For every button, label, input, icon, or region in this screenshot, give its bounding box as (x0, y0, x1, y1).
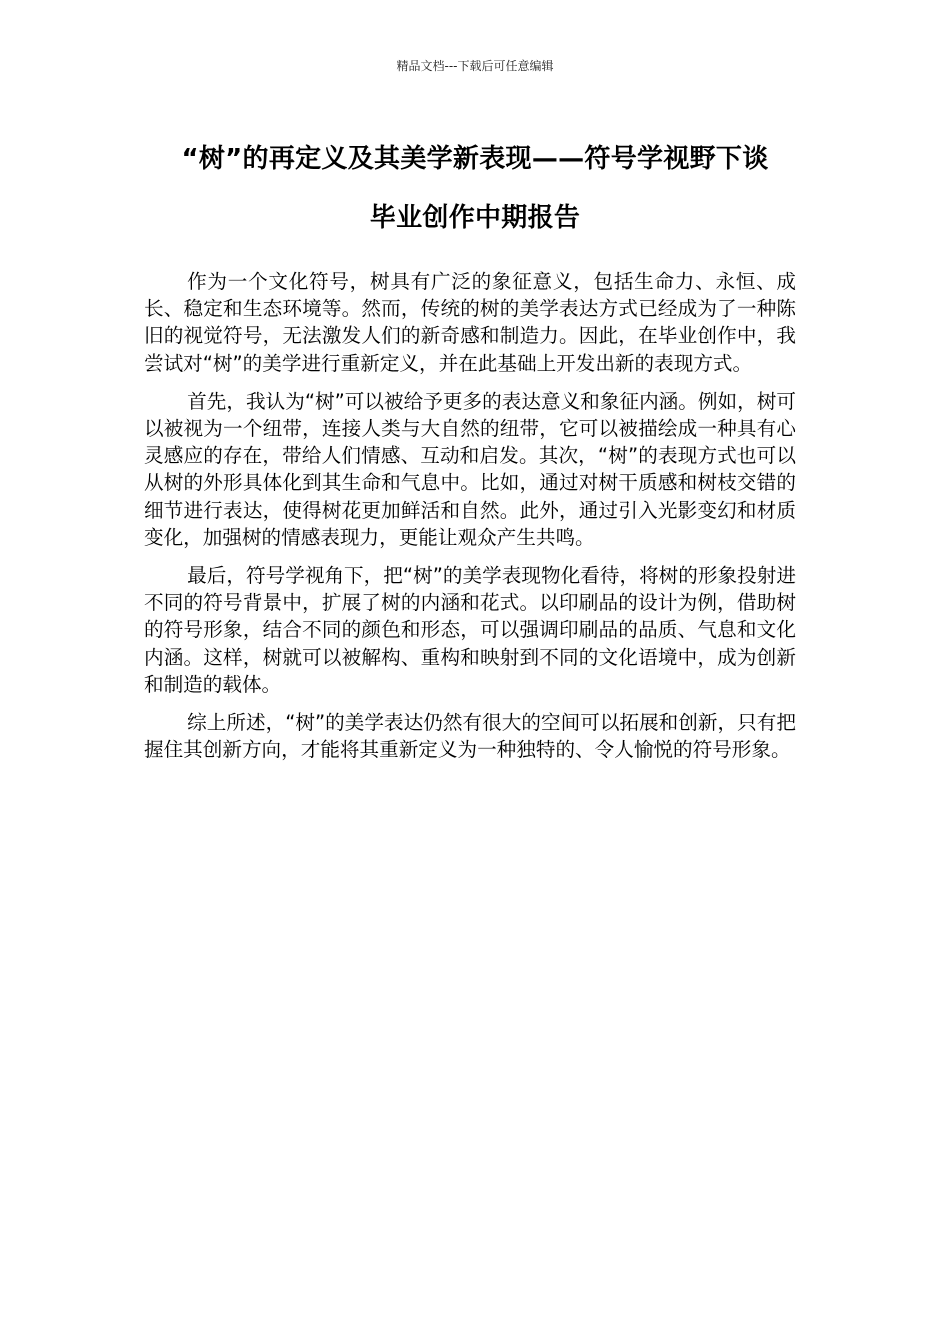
document-title (60, 130, 890, 248)
paragraph-4: 综上所述，“树”的美学表达仍然有很大的空间可以拓展和创新，只有把握住其创新方向，才能将其重新定义为一种独特的、令人愉悦的符号形象。 (144, 711, 796, 762)
paragraph-1: 作为一个文化符号，树具有广泛的象征意义，包括生命力、永恒、成长、稳定和生态环境等。然而，传统的树的美学表达方式已经成为了一种陈旧的视觉符号，无法激发人们的新奇感和制造力。因此，在毕业创作中，我尝试对“树”的美学进行重新定义，并在此基础上开发出新的表现方式。 (144, 270, 796, 375)
paragraph-2: 首先，我认为“树”可以被给予更多的表达意义和象征内涵。例如，树可以被视为一个纽带，连接人类与大自然的纽带，它可以被描绘成一种具有心灵感应的存在，带给人们情感、互动和启发。其次，“树”的表现方式也可以从树的外形具体化到其生命和气息中。比如，通过对树干质感和树枝交错的细节进行表达，使得树花更加鲜活和自然。此外，通过引入光影变幻和材质变化，加强树的情感表现力，更能让观众产生共鸣。 (144, 389, 796, 549)
title-line-2: 毕业创作中期报告 (369, 203, 581, 233)
document-body (144, 268, 796, 774)
paragraph-3: 最后，符号学视角下，把“树”的美学表现物化看待，将树的形象投射进不同的符号背景中，扩展了树的内涵和花式。以印刷品的设计为例，借助树的符号形象，结合不同的颜色和形态，可以强调印刷品的品质、气息和文化内涵。这样，树就可以被解构、重构和映射到不同的文化语境中，成为创新和制造的载体。 (144, 564, 796, 696)
title-line-1: “树”的再定义及其美学新表现——符号学视野下谈 (181, 144, 769, 174)
running-header: 精品文档---下载后可任意编辑 (396, 59, 554, 73)
